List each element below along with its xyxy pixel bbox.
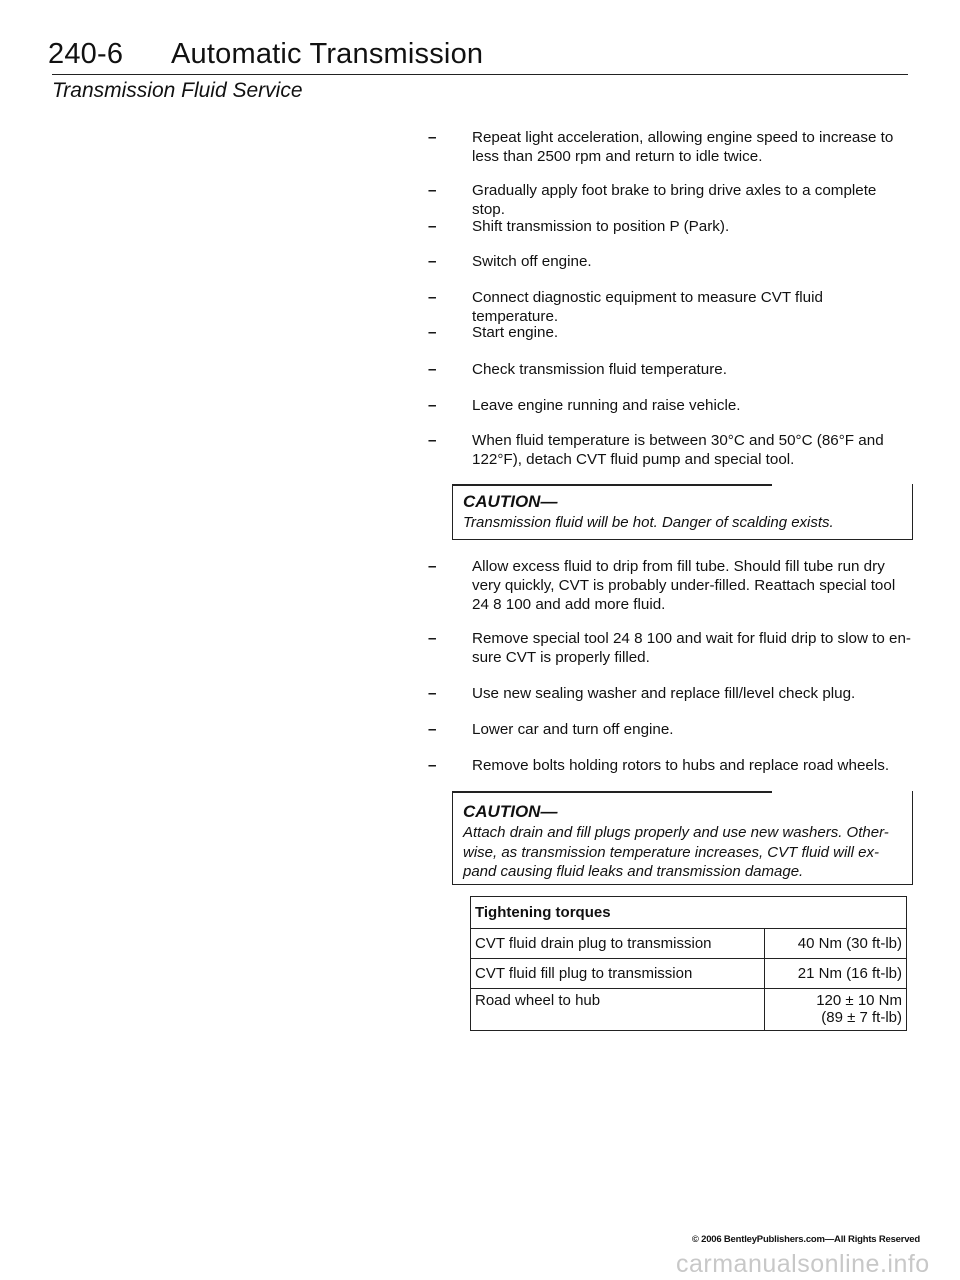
header-rule <box>52 74 908 75</box>
caution-box <box>452 791 913 885</box>
copyright-footer: © 2006 BentleyPublishers.com—All Rights Reserved <box>691 1234 920 1245</box>
step-text: Shift transmission to position P (Park). <box>472 218 730 235</box>
torque-item: Road wheel to hub <box>471 989 765 1031</box>
section-title: Transmission Fluid Service <box>52 79 303 102</box>
step-text: Gradually apply foot brake to bring drive axles to a complete stop. <box>472 182 877 218</box>
step-dash: – <box>428 432 437 449</box>
page-header <box>0 0 960 110</box>
table-row <box>471 929 907 959</box>
step-dash: – <box>428 253 437 270</box>
step-dash: – <box>428 129 437 146</box>
step-text: Switch off engine. <box>472 253 592 270</box>
step-dash: – <box>428 630 437 647</box>
table-row <box>471 989 907 1031</box>
torque-value-metric: 120 ± 10 Nm <box>816 992 902 1009</box>
caution-heading: CAUTION— <box>463 802 558 821</box>
step-dash: – <box>428 397 437 414</box>
step-text: Connect diagnostic equipment to measure CVT fluid temperature. <box>472 289 823 325</box>
tightening-torques-table <box>470 896 907 1031</box>
step-text: Remove special tool 24 8 100 and wait for fluid drip to slow to en- sure CVT is properly filled. <box>472 630 911 666</box>
page-number: 240-6 <box>48 38 124 70</box>
torque-item: CVT fluid fill plug to transmission <box>471 959 765 989</box>
caution-heading: CAUTION— <box>463 492 558 511</box>
step-dash: – <box>428 324 437 341</box>
step-text: Allow excess fluid to drip from fill tube. Should fill tube run dry very quickly, CVT is probably under-filled. Reattach special tool 24 8 100 and add more fluid. <box>472 558 896 613</box>
caution-body: Attach drain and fill plugs properly and use new washers. Other- wise, as transmission temperature increases, CVT fluid will ex- pand causing fluid leaks and transmission damage. <box>463 824 889 880</box>
step-text: When fluid temperature is between 30°C and 50°C (86°F and 122°F), detach CVT fluid pump and special tool. <box>472 432 884 468</box>
step-text: Use new sealing washer and replace fill/level check plug. <box>472 685 856 702</box>
torque-value: 40 Nm (30 ft-lb) <box>765 929 907 959</box>
step-text: Remove bolts holding rotors to hubs and replace road wheels. <box>472 757 890 774</box>
torque-value-imperial: (89 ± 7 ft-lb) <box>821 1009 902 1026</box>
chapter-title: Automatic Transmission <box>171 38 484 70</box>
step-dash: – <box>428 685 437 702</box>
table-title: Tightening torques <box>471 897 907 929</box>
step-dash: – <box>428 182 437 199</box>
step-text: Start engine. <box>472 324 559 341</box>
step-dash: – <box>428 757 437 774</box>
table-row <box>471 959 907 989</box>
caution-body: Transmission fluid will be hot. Danger of scalding exists. <box>463 514 834 531</box>
step-dash: – <box>428 289 437 306</box>
step-dash: – <box>428 721 437 738</box>
caution-box <box>452 484 913 540</box>
step-text: Repeat light acceleration, allowing engine speed to increase to less than 2500 rpm and return to idle twice. <box>472 129 894 165</box>
torque-item: CVT fluid drain plug to transmission <box>471 929 765 959</box>
step-dash: – <box>428 361 437 378</box>
torque-value: 21 Nm (16 ft-lb) <box>765 959 907 989</box>
step-text: Check transmission fluid temperature. <box>472 361 727 378</box>
step-text: Lower car and turn off engine. <box>472 721 674 738</box>
torque-value <box>765 989 907 1031</box>
step-text: Leave engine running and raise vehicle. <box>472 397 741 414</box>
watermark: carmanualsonline.info <box>676 1250 930 1278</box>
step-dash: – <box>428 218 437 235</box>
step-dash: – <box>428 558 437 575</box>
